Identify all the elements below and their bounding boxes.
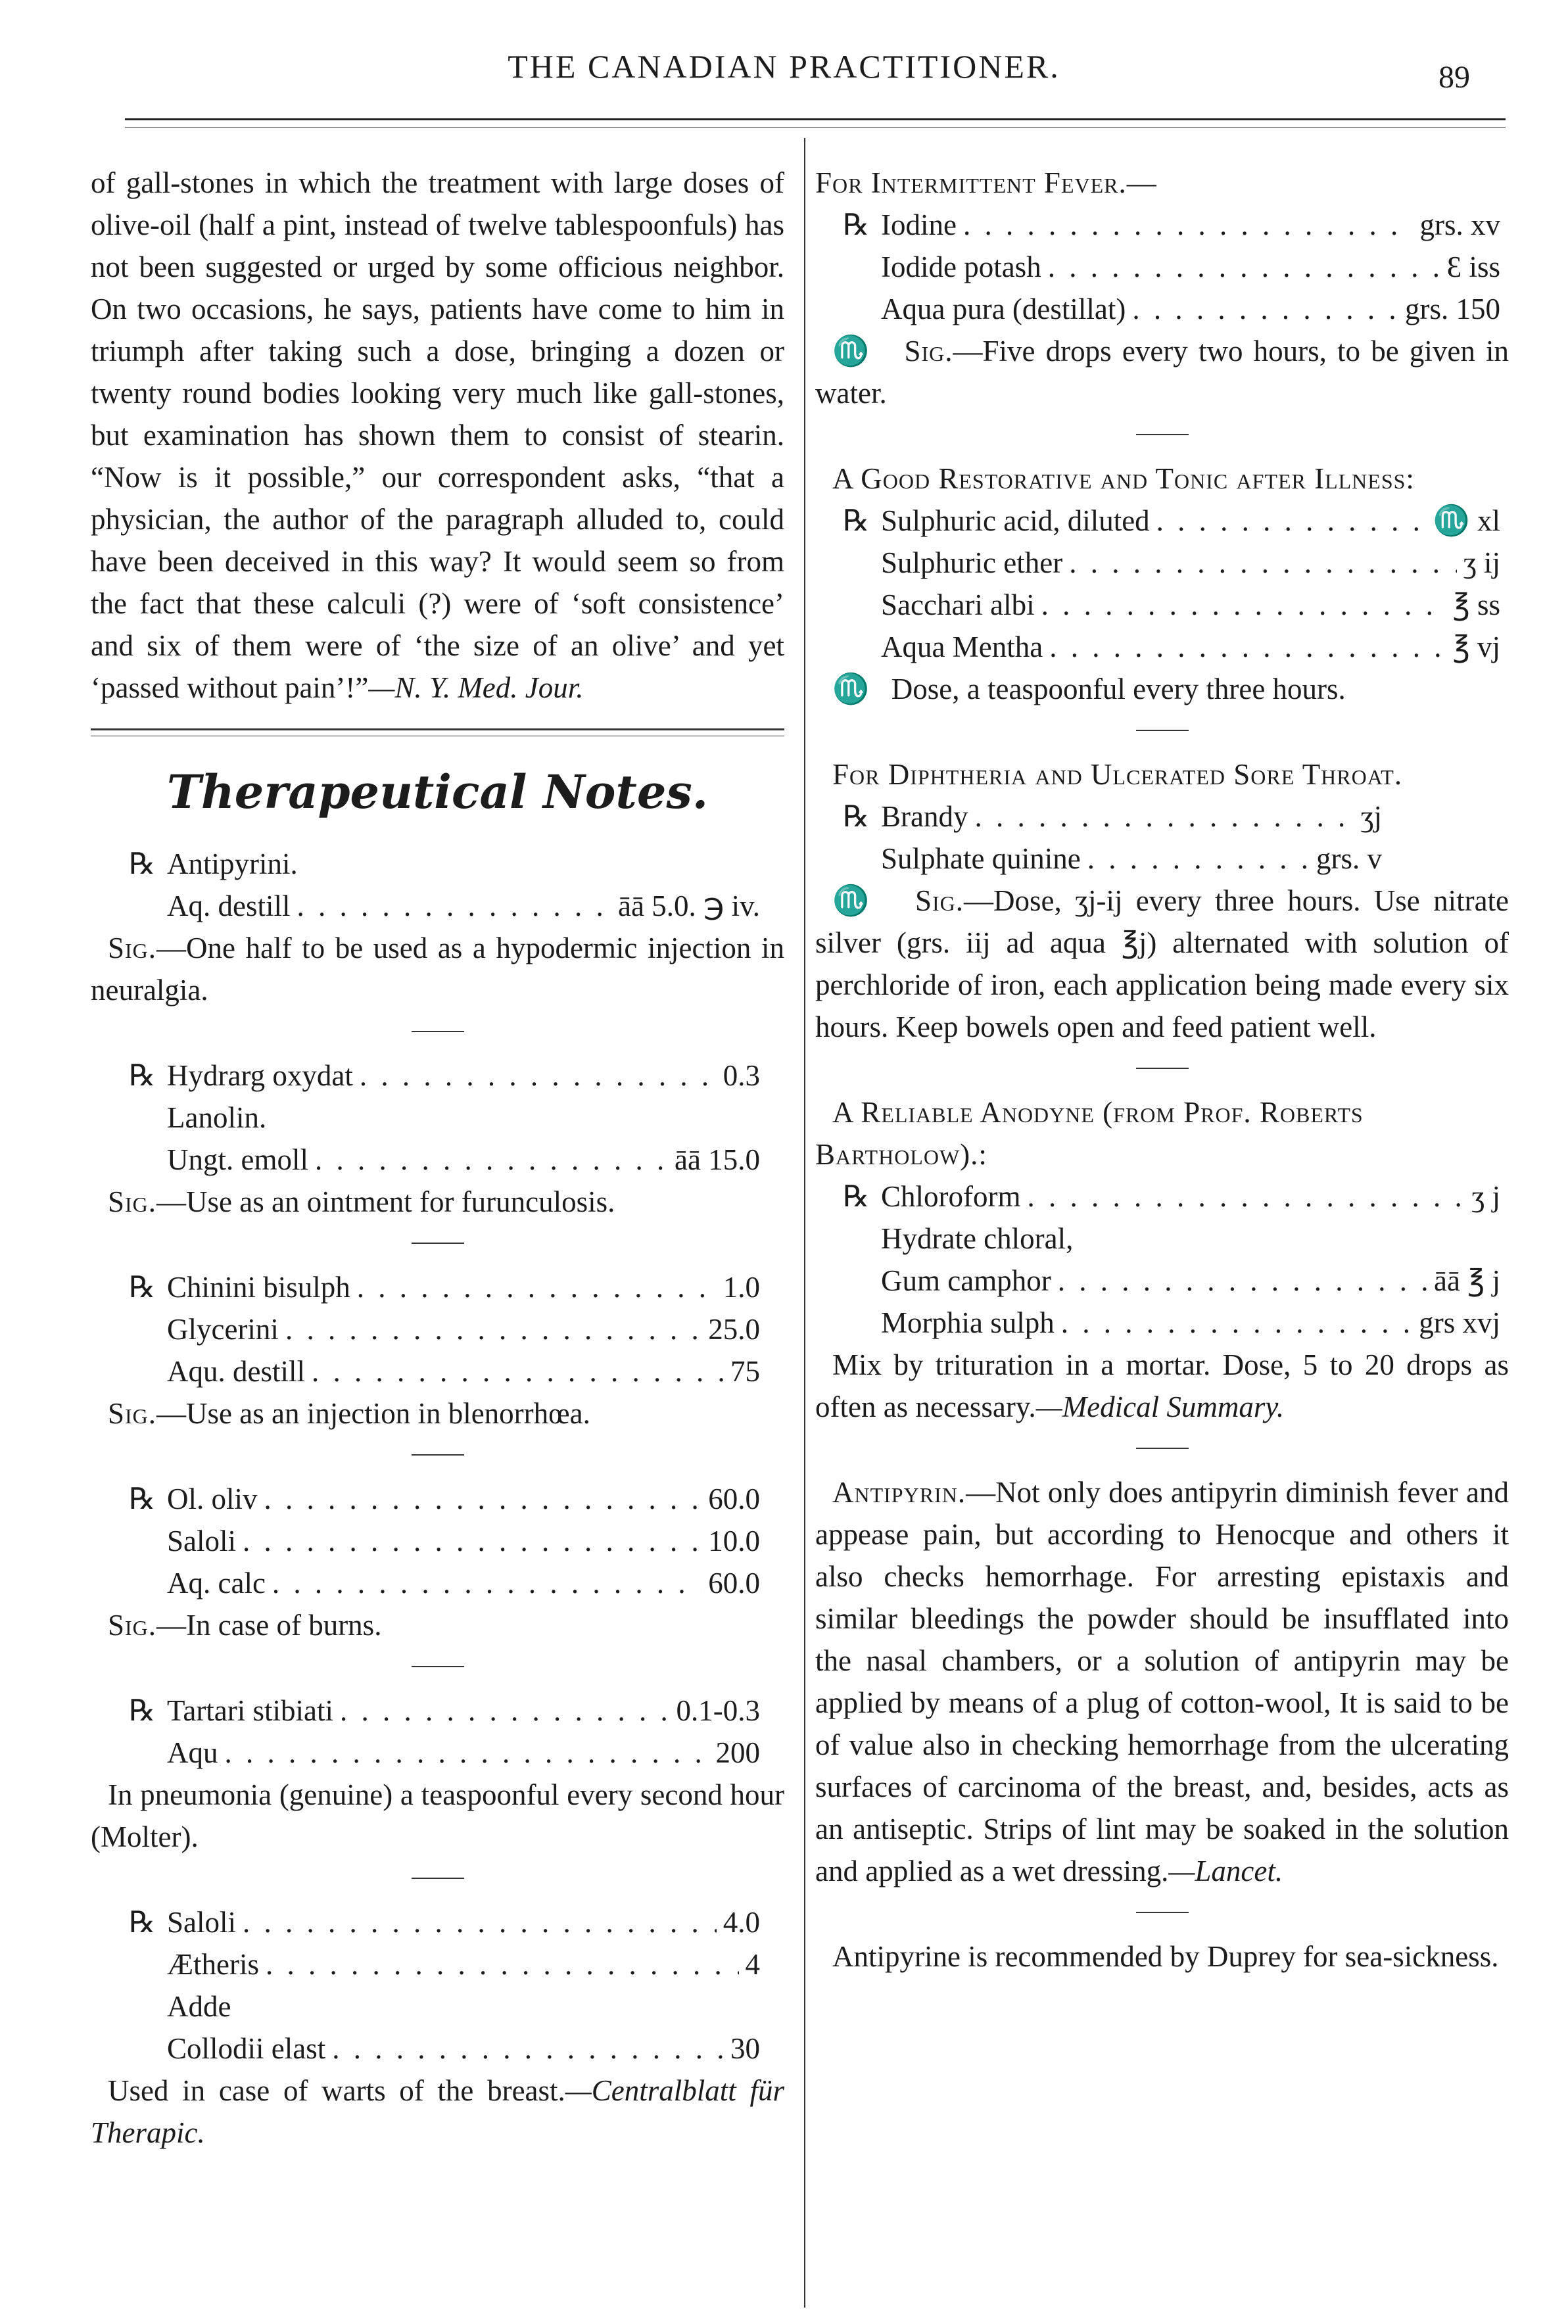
rx-item-dose: āā ℥ j [1434, 1264, 1500, 1297]
rx-line [129, 1308, 760, 1350]
recipe-icon: ℞ [129, 1271, 156, 1304]
leader-dots [332, 2028, 724, 2070]
rx-line [843, 1175, 1500, 1218]
rx-line [129, 1690, 760, 1732]
rx-signa [815, 330, 1509, 414]
leader-dots [963, 204, 1414, 246]
rx-item-name: Chloroform [881, 1180, 1021, 1213]
rx-item-dose: ʒ j [1471, 1180, 1500, 1213]
sig-label: Sig. [108, 1397, 157, 1430]
rx-item-dose: āā 5.0. ℈ iv. [618, 889, 760, 922]
antipyrin-text: —Not only does antipyrin diminish fever and appease pain, but according to Henocque and others it also checks hemorrhage. For arresting epistaxis and similar bleedings the powder should be insufflated into the nasal chambers, or a solution of antipyrin may be applied by means of a plug of cotton-wool, It is said to be of value also in checking hemorrhage from the ulcerating surfaces of carcinoma of the breast, and, besides, acts as an antiseptic. Strips of lint may be soaked in the solution and applied as a wet dressing. [815, 1476, 1509, 1887]
rx-item-dose: 1.0 [723, 1271, 760, 1304]
leader-dots [1069, 542, 1457, 584]
rx-item-name: Tartari stibiati [167, 1694, 334, 1727]
rx-item-name: Aqua pura (destillat) [881, 293, 1126, 325]
rx-item-dose: 0.1-0.3 [676, 1694, 760, 1727]
leader-dots [1061, 1302, 1413, 1344]
rx-line [843, 542, 1500, 584]
minim-icon: ♏ [832, 335, 872, 368]
antipyrin-label: Antipyrin. [832, 1476, 966, 1509]
note-source: —Medical Summary. [1035, 1390, 1285, 1423]
sig-text: —Five drops every two hours, to be given in water. [815, 335, 1509, 410]
rx-signa [815, 880, 1509, 1048]
rx-line [129, 843, 760, 885]
sig-label: Sig. [915, 884, 964, 917]
rx-line [129, 1478, 760, 1520]
rx-item-dose: 30 [730, 2032, 760, 2065]
rx-item-dose: 4.0 [723, 1906, 760, 1939]
leader-dots [1156, 500, 1427, 542]
seasickness-paragraph: Antipyrine is recommended by Duprey for sea-sickness. [832, 1940, 1499, 1973]
leader-dots [243, 1520, 701, 1562]
rx-item-name: Morphia sulph [881, 1306, 1055, 1339]
rx-line [129, 885, 760, 927]
rx-item-name: Saloli [167, 1906, 237, 1939]
note-text: Used in case of warts of the breast. [108, 2074, 565, 2107]
rx-line [129, 2028, 760, 2070]
section-rule [91, 728, 784, 736]
sig-text: —Use as an ointment for furunculosis. [156, 1185, 615, 1218]
heading-anodyne: A Reliable Anodyne (from Prof. Roberts Bartholow).: [815, 1096, 1364, 1171]
rx-item-name: Lanolin. [167, 1101, 267, 1134]
leader-dots [272, 1562, 701, 1604]
separator-rule [412, 1878, 464, 1879]
leader-dots [285, 1308, 701, 1350]
rx-line [129, 1266, 760, 1308]
prescription-tartari [129, 1690, 760, 1774]
prescription-diphtheria [843, 795, 1382, 880]
recipe-icon: ℞ [843, 208, 870, 241]
heading-fever: For Intermittent Fever.— [815, 166, 1157, 199]
rx-item-name: Iodide potash [881, 250, 1041, 283]
separator-rule [412, 1243, 464, 1244]
rx-line [843, 204, 1500, 246]
rx-item-dose: grs. 150 [1405, 293, 1500, 325]
leader-dots [1058, 1260, 1427, 1302]
minim-icon: ♏ [832, 884, 876, 917]
leader-dots [1132, 288, 1398, 330]
antipyrin-paragraph [815, 1471, 1509, 1892]
leader-dots [1027, 1175, 1465, 1218]
rx-signa [91, 1604, 784, 1646]
rx-item-name: Hydrarg oxydat [167, 1059, 353, 1092]
leader-dots [1041, 584, 1446, 626]
rx-line [129, 1732, 760, 1774]
leader-dots [315, 1139, 668, 1181]
rx-item-dose: 75 [730, 1355, 760, 1388]
rx-item-name: Chinini bisulph [167, 1271, 350, 1304]
leader-dots [225, 1732, 709, 1774]
leader-dots [1087, 838, 1310, 880]
rx-item-dose: 60.0 [708, 1567, 760, 1600]
column-divider [804, 138, 805, 2308]
rx-item-dose: grs. v [1316, 842, 1382, 875]
recipe-icon: ℞ [129, 1059, 156, 1092]
rx-item-name: Ætheris [167, 1948, 259, 1981]
rx-item-name: Aq. calc [167, 1567, 266, 1600]
rx-item-dose: 0.3 [723, 1059, 760, 1092]
separator-rule [412, 1454, 464, 1456]
prescription-hydrarg [129, 1055, 760, 1181]
rx-item-name: Glycerini [167, 1313, 279, 1346]
prescription-tonic [843, 500, 1500, 668]
rx-item-name: Aqua Mentha [881, 630, 1043, 663]
rx-item-name: Sulphuric acid, diluted [881, 504, 1150, 537]
rx-signa [815, 668, 1509, 710]
rx-item-dose: 60.0 [708, 1482, 760, 1515]
rx-item-name: Sacchari albi [881, 588, 1035, 621]
rx-item-dose: grs. xv [1419, 208, 1500, 241]
leader-dots [264, 1478, 702, 1520]
separator-rule [1136, 730, 1189, 731]
rx-item-dose: grs xvj [1419, 1306, 1500, 1339]
rx-line [843, 288, 1500, 330]
rx-item-dose: 25.0 [708, 1313, 760, 1346]
leader-dots [340, 1690, 669, 1732]
rx-note [815, 1344, 1509, 1428]
rx-item-name: Aqu. destill [167, 1355, 305, 1388]
recipe-icon: ℞ [843, 1180, 870, 1213]
rx-item-name: Antipyrini. [167, 847, 298, 880]
rx-item-name: Iodine [881, 208, 957, 241]
header-rule-thin [125, 127, 1506, 128]
rx-line [843, 246, 1500, 288]
rx-item-name: Ungt. emoll [167, 1143, 308, 1176]
rx-line [129, 1520, 760, 1562]
rx-item-name: Sulphate quinine [881, 842, 1081, 875]
sig-text: Dose, a teaspoonful every three hours. [891, 673, 1346, 705]
rx-line [129, 1562, 760, 1604]
intro-paragraph [91, 162, 784, 709]
minim-icon: ♏ [832, 673, 870, 705]
rx-item-dose: 4 [745, 1948, 760, 1981]
sig-text: —Dose, ʒj-ij every three hours. Use nitrate silver (grs. iij ad aqua ℥j) alternated with solution of perchloride of iron, each application being made every six hours. Keep bowels open and feed patient well. [815, 884, 1509, 1043]
page-number: 89 [1438, 60, 1470, 95]
leader-dots [1048, 246, 1440, 288]
prescription-anodyne [843, 1175, 1500, 1344]
rx-line [129, 1985, 760, 2028]
left-column [91, 162, 784, 2154]
rx-item-dose: Ɛ iss [1446, 250, 1500, 283]
recipe-icon: ℞ [129, 1906, 156, 1939]
leader-dots [360, 1055, 717, 1097]
intro-source: —N. Y. Med. Jour. [368, 671, 584, 704]
rx-signa [91, 1181, 784, 1223]
prescription-fever [843, 204, 1500, 330]
leader-dots [357, 1266, 717, 1308]
rx-line [843, 1218, 1500, 1260]
rx-line [129, 1097, 760, 1139]
sig-label: Sig. [108, 932, 157, 964]
separator-rule [412, 1031, 464, 1032]
prescription-saloli [129, 1901, 760, 2070]
prescription-chinini [129, 1266, 760, 1392]
rx-item-dose: ♏ xl [1433, 504, 1500, 537]
rx-item-name: Brandy [881, 800, 968, 833]
rx-item-dose: 200 [715, 1736, 760, 1769]
rx-item-dose: ʒj [1360, 800, 1382, 833]
leader-dots [312, 1350, 724, 1392]
rx-line [129, 1055, 760, 1097]
rx-item-name: Saloli [167, 1525, 237, 1557]
sig-label: Sig. [108, 1609, 157, 1642]
rx-item-name: Gum camphor [881, 1264, 1051, 1297]
rx-signa [91, 1392, 784, 1435]
separator-rule [1136, 1068, 1189, 1069]
leader-dots [974, 795, 1354, 838]
rx-line [843, 626, 1500, 668]
rx-item-dose: ℥ ss [1452, 588, 1500, 621]
rx-item-name: Aqu [167, 1736, 218, 1769]
rx-line [843, 584, 1500, 626]
leader-dots [243, 1901, 717, 1943]
recipe-icon: ℞ [129, 1694, 156, 1727]
rx-line [843, 500, 1500, 542]
sig-label: Sig. [904, 335, 953, 368]
rx-item-name: Hydrate chloral, [881, 1222, 1074, 1255]
leader-dots [1049, 626, 1446, 668]
rx-line [129, 1943, 760, 1985]
recipe-icon: ℞ [129, 1482, 156, 1515]
heading-tonic: A Good Restorative and Tonic after Illness: [832, 462, 1415, 495]
prescription-ol-oliv [129, 1478, 760, 1604]
separator-rule [412, 1666, 464, 1667]
antipyrin-source: —Lancet. [1168, 1855, 1283, 1887]
right-column [815, 162, 1509, 1978]
rx-item-name: Aq. destill [167, 889, 291, 922]
rx-item-dose: 10.0 [708, 1525, 760, 1557]
rx-line [129, 1139, 760, 1181]
rx-signa [91, 927, 784, 1011]
sig-text: —Use as an injection in blenorrhœa. [156, 1397, 590, 1430]
leader-dots [266, 1943, 739, 1985]
recipe-icon: ℞ [843, 504, 870, 537]
rx-line [843, 795, 1382, 838]
rx-item-name: Adde [167, 1990, 231, 2023]
separator-rule [1136, 434, 1189, 435]
rx-item-dose: āā 15.0 [675, 1143, 760, 1176]
sig-text: —One half to be used as a hypodermic injection in neuralgia. [91, 932, 784, 1007]
running-header-title: THE CANADIAN PRACTITIONER. [508, 48, 1060, 85]
header-rule [125, 118, 1506, 120]
section-title: Therapeutical Notes. [166, 765, 709, 819]
rx-item-dose: ℥ vj [1452, 630, 1500, 663]
leader-dots [297, 885, 612, 927]
rx-line [843, 1302, 1500, 1344]
separator-rule [1136, 1912, 1189, 1913]
rx-item-name: Ol. oliv [167, 1482, 258, 1515]
heading-diphtheria: For Diphtheria and Ulcerated Sore Throat. [832, 758, 1403, 791]
separator-rule [1136, 1448, 1189, 1449]
rx-item-name: Collodii elast [167, 2032, 326, 2065]
prescription-antipyrini [129, 843, 760, 927]
rx-item-name: Sulphuric ether [881, 546, 1063, 579]
rx-line [843, 838, 1382, 880]
intro-text: of gall-stones in which the treatment with large doses of olive-oil (half a pint, instead of twelve tablespoonfuls) has not been suggested or urged by some officious neighbor. On two occasions, he says, patients have come to him in triumph after taking such a dose, bringing a dozen or twenty round bodies looking very much like gall-stones, but examination has shown them to consist of stearin. “Now is it possible,” our correspondent asks, “that a physician, the author of the paragraph alluded to, could have been deceived in this way? It would seem so from the fact that these calculi (?) were of ‘soft consistence’ and six of them were of ‘the size of an olive’ and yet ‘passed without pain’!” [91, 166, 784, 704]
rx-note: In pneumonia (genuine) a teaspoonful every second hour (Molter). [91, 1778, 784, 1853]
recipe-icon: ℞ [843, 800, 870, 833]
note-text: Mix by trituration in a mortar. Dose, 5 to 20 drops as often as necessary. [815, 1348, 1509, 1423]
rx-note [91, 2070, 784, 2154]
recipe-icon: ℞ [129, 847, 156, 880]
rx-line [129, 1901, 760, 1943]
sig-label: Sig. [108, 1185, 157, 1218]
rx-line [129, 1350, 760, 1392]
rx-line [843, 1260, 1500, 1302]
sig-text: —In case of burns. [156, 1609, 382, 1642]
note-source: —Centralblatt für Therapic. [91, 2074, 784, 2149]
rx-item-dose: ʒ ij [1463, 546, 1500, 579]
